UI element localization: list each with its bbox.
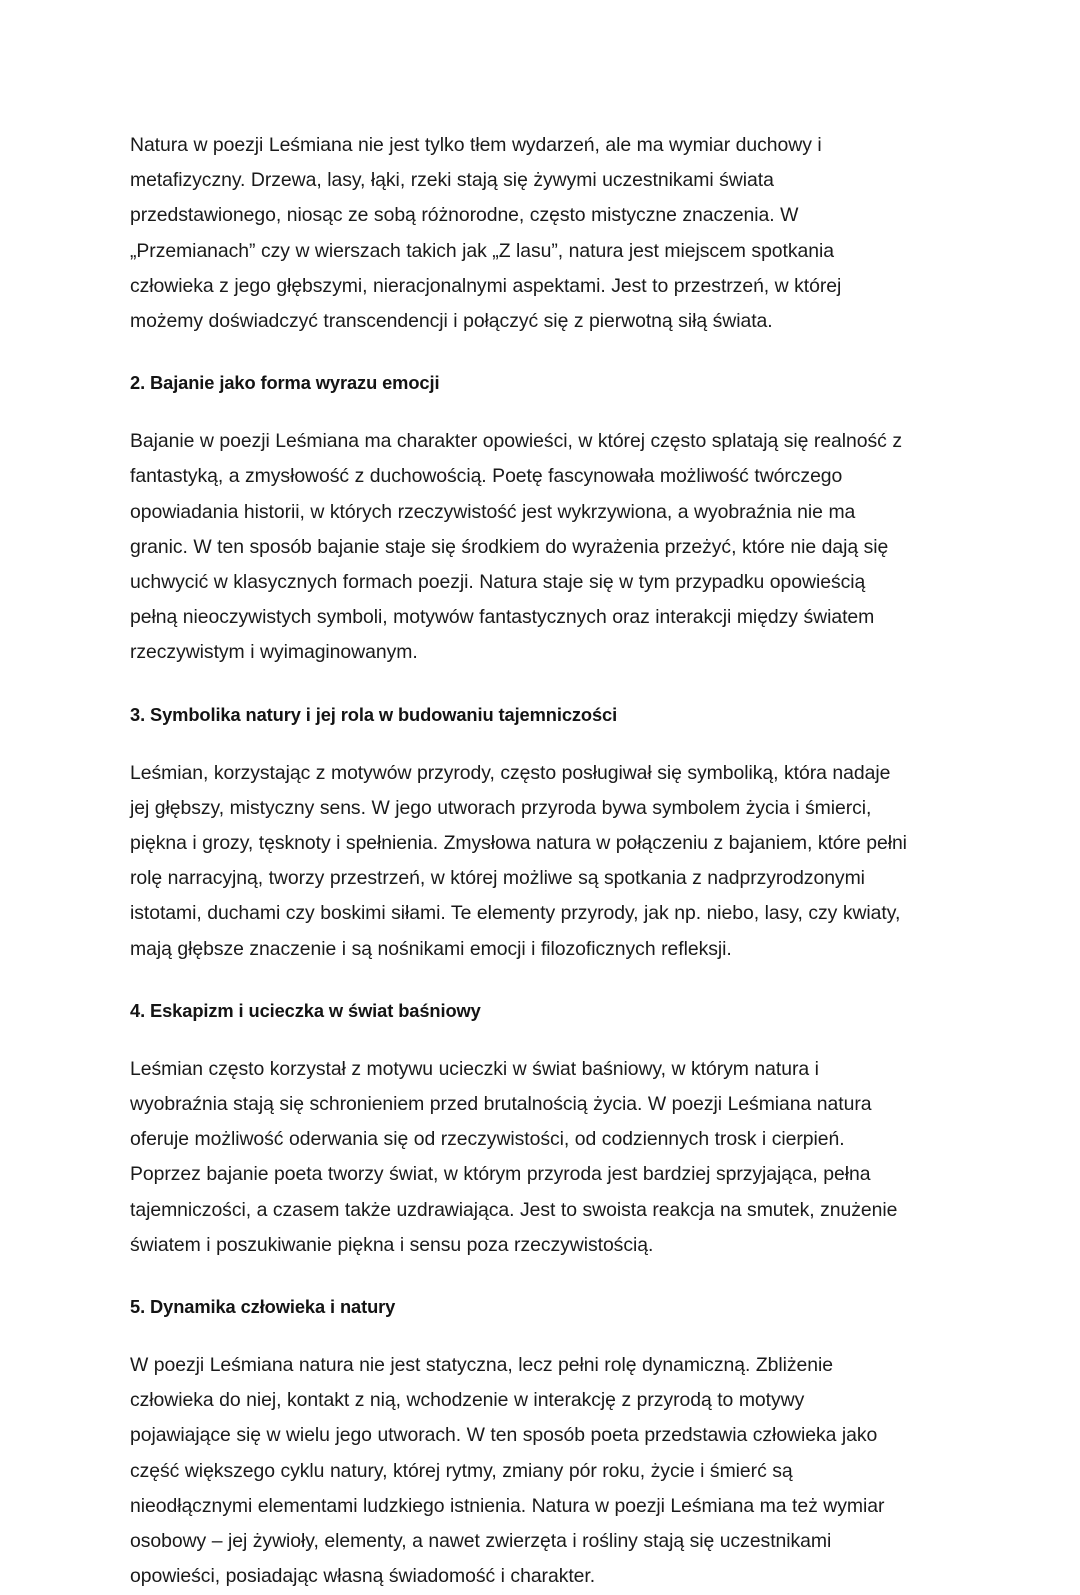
section-heading-4: 4. Eskapizm i ucieczka w świat baśniowy [130,999,481,1021]
section-3-paragraph: Leśmian, korzystając z motywów przyrody, często posługiwał się symboliką, która nadaje jej głębszy, mistyczny sens. W jego utworach przyroda bywa symbolem życia i śmierci, piękna i grozy, tęsknoty i spełnienia. Zmysłowa natura w połączeniu z bajaniem, które pełni rolę narracyjną, tworzy przestrzeń, w której możliwe są spotkania z nadprzyrodzonymi istotami, duchami czy boskimi siłami. Te elementy przyrody, jak np. niebo, lasy, czy kwiaty, mają głębsze znaczenie i są nośnikami emocji i filozoficznych refleksji. [130,761,907,960]
document-body [130,128,908,1595]
section-2-paragraph: Bajanie w poezji Leśmiana ma charakter opowieści, w której często splatają się realność z fantastyką, a zmysłowość z duchowością. Poetę fascynowała możliwość twórczego opowiadania historii, w których rzeczywistość jest wykrzywiona, a wyobraźnia nie ma granic. W ten sposób bajanie staje się środkiem do wyrażenia przeżyć, które nie dają się uchwycić w klasycznych formach poezji. Natura staje się w tym przypadku opowieścią pełną nieoczywistych symboli, motywów fantastycznych oraz interakcji między światem rzeczywistym i wyimaginowanym. [130,430,902,664]
section-heading-3: 3. Symbolika natury i jej rola w budowaniu tajemniczości [130,703,618,725]
section-5-paragraph: W poezji Leśmiana natura nie jest statyczna, lecz pełni rolę dynamiczną. Zbliżenie człowieka do niej, kontakt z nią, wchodzenie w interakcję z przyrodą to motywy pojawiające się w wielu jego utworach. W ten sposób poeta przedstawia człowieka jako część większego cyklu natury, której rytmy, zmiany pór roku, życie i śmierć są nieodłącznymi elementami ludzkiego istnienia. Natura w poezji Leśmiana ma też wymiar osobowy – jej żywioły, elementy, a nawet zwierzęta i rośliny stają się uczestnikami opowieści, posiadając własną świadomość i charakter. [130,1354,885,1588]
section-4-paragraph: Leśmian często korzystał z motywu ucieczki w świat baśniowy, w którym natura i wyobraźnia stają się schronieniem przed brutalnością życia. W poezji Leśmiana natura oferuje możliwość oderwania się od rzeczywistości, od codziennych trosk i cierpień. Poprzez bajanie poeta tworzy świat, w którym przyroda jest bardziej sprzyjająca, pełna tajemniczości, a czasem także uzdrawiająca. Jest to swoista reakcja na smutek, znużenie światem i poszukiwanie piękna i sensu poza rzeczywistością. [130,1057,898,1256]
section-heading-2: 2. Bajanie jako forma wyrazu emocji [130,372,440,394]
section-heading-5: 5. Dynamika człowieka i natury [130,1296,396,1318]
intro-paragraph: Natura w poezji Leśmiana nie jest tylko tłem wydarzeń, ale ma wymiar duchowy i metafizyczny. Drzewa, lasy, łąki, rzeki stają się żywymi uczestnikami świata przedstawionego, niosąc ze sobą różnorodne, często mistyczne znaczenia. W „Przemianach” czy w wierszach takich jak „Z lasu”, natura jest miejscem spotkania człowieka z jego głębszymi, nieracjonalnymi aspektami. Jest to przestrzeń, w której możemy doświadczyć transcendencji i połączyć się z pierwotną siłą świata. [130,134,842,333]
